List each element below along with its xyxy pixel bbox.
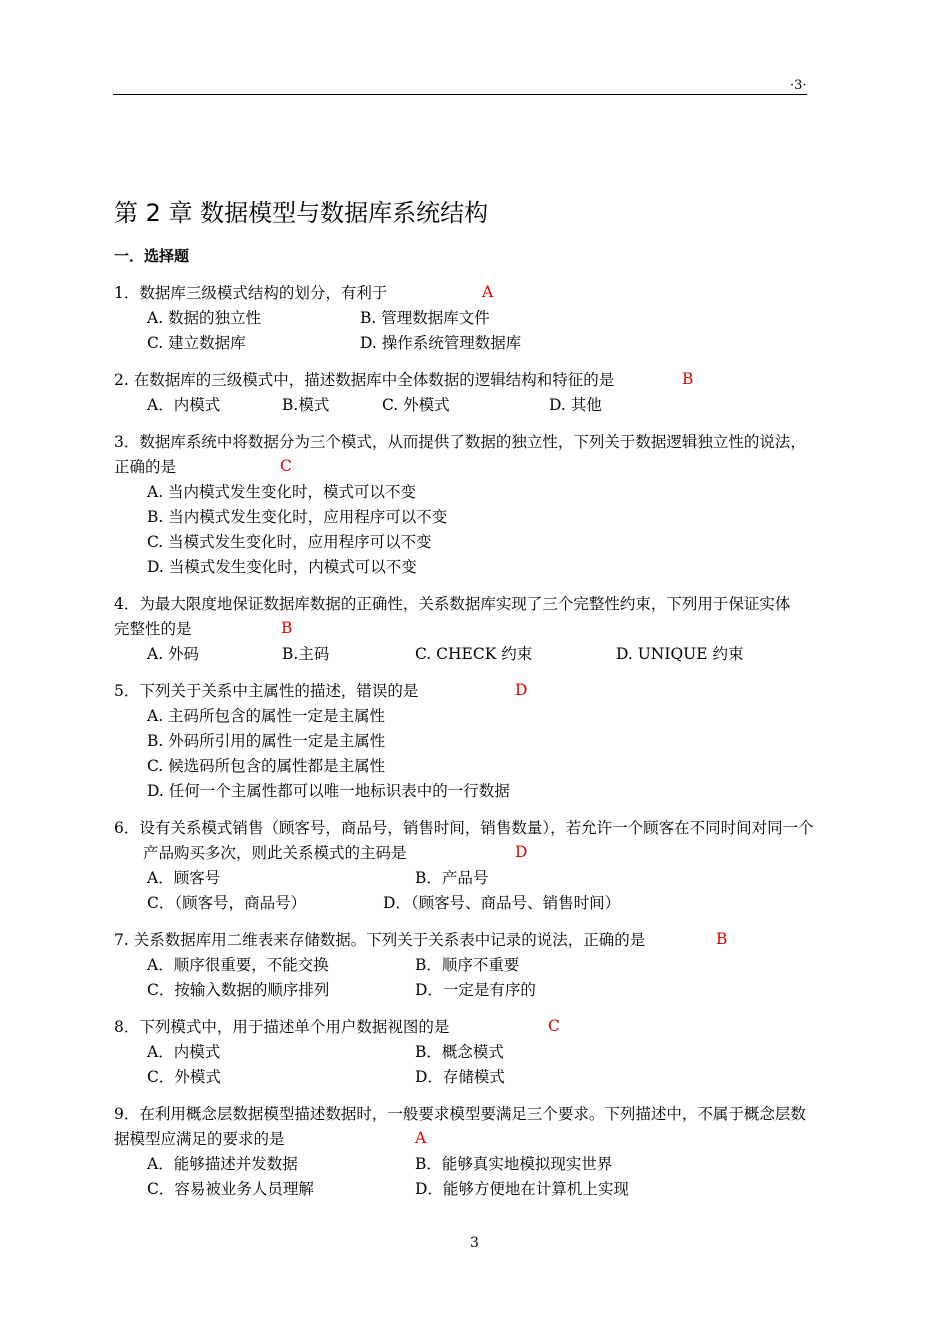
question-7-option-d: D．一定是有序的: [415, 981, 536, 999]
question-3-option-d: D. 当模式发生变化时，内模式可以不变: [147, 558, 417, 576]
question-9-option-b: B．能够真实地模拟现实世界: [415, 1155, 613, 1173]
question-5-option-c: C. 候选码所包含的属性都是主属性: [147, 757, 386, 775]
question-8-option-b: B．概念模式: [415, 1043, 504, 1061]
question-8-option-d: D．存储模式: [415, 1068, 505, 1086]
header-page-marker: ·3·: [790, 78, 807, 93]
question-3-option-c: C. 当模式发生变化时，应用程序可以不变: [147, 533, 432, 551]
question-1-stem: 1．数据库三级模式结构的划分，有利于: [114, 284, 388, 302]
section-title: 一．选择题: [114, 247, 190, 265]
question-7-answer: B: [716, 930, 728, 948]
question-9-option-d: D．能够方便地在计算机上实现: [415, 1180, 629, 1198]
question-1-option-d: D. 操作系统管理数据库: [360, 334, 522, 352]
question-9-option-a: A．能够描述并发数据: [147, 1155, 298, 1173]
question-2-option-c: C. 外模式: [382, 396, 450, 414]
question-9-stem-line-2: 据模型应满足的要求的是: [114, 1130, 285, 1148]
question-2-option-a: A．内模式: [147, 396, 221, 414]
question-7-option-a: A．顺序很重要，不能交换: [147, 956, 329, 974]
question-4-stem-line-2: 完整性的是: [114, 620, 192, 638]
question-9-stem-line-1: 9．在利用概念层数据模型描述数据时，一般要求模型要满足三个要求。下列描述中，不属于概念层数: [114, 1105, 806, 1123]
question-8-stem: 8．下列模式中，用于描述单个用户数据视图的是: [114, 1018, 450, 1036]
question-2-option-b: B.模式: [282, 396, 330, 414]
question-5-option-d: D. 任何一个主属性都可以唯一地标识表中的一行数据: [147, 782, 510, 800]
question-8-option-a: A．内模式: [147, 1043, 221, 1061]
question-3-option-b: B. 当内模式发生变化时，应用程序可以不变: [147, 508, 448, 526]
question-7-option-b: B．顺序不重要: [415, 956, 520, 974]
question-4-option-b: B.主码: [282, 645, 330, 663]
question-5-answer: D: [515, 681, 528, 699]
question-4-option-d: D. UNIQUE 约束: [616, 645, 744, 663]
question-7-option-c: C．按输入数据的顺序排列: [147, 981, 330, 999]
header-rule: [113, 94, 807, 95]
question-6-option-c: C．（顾客号，商品号）: [147, 894, 307, 912]
question-8-answer: C: [548, 1017, 560, 1035]
question-6-option-d: D．（顾客号、商品号、销售时间）: [383, 894, 621, 912]
question-8-option-c: C．外模式: [147, 1068, 221, 1086]
question-2-stem: 2. 在数据库的三级模式中，描述数据库中全体数据的逻辑结构和特征的是: [114, 371, 615, 389]
question-4-option-c: C. CHECK 约束: [415, 645, 533, 663]
question-4-stem-line-1: 4．为最大限度地保证数据库数据的正确性，关系数据库实现了三个完整性约束，下列用于保证实体: [114, 595, 791, 613]
chapter-title: 第 2 章 数据模型与数据库系统结构: [114, 199, 489, 227]
question-6-option-b: B．产品号: [415, 869, 489, 887]
question-3-option-a: A. 当内模式发生变化时，模式可以不变: [147, 483, 417, 501]
question-7-stem: 7. 关系数据库用二维表来存储数据。下列关于关系表中记录的说法，正确的是: [114, 931, 646, 949]
question-1-answer: A: [482, 283, 494, 301]
question-1-option-c: C. 建立数据库: [147, 334, 246, 352]
question-9-option-c: C．容易被业务人员理解: [147, 1180, 314, 1198]
question-5-option-a: A. 主码所包含的属性一定是主属性: [147, 707, 386, 725]
question-3-stem-line-2: 正确的是: [114, 458, 177, 476]
question-5-option-b: B. 外码所引用的属性一定是主属性: [147, 732, 386, 750]
question-6-stem-line-2: 产品购买多次，则此关系模式的主码是: [143, 844, 407, 862]
footer-page-number: 3: [470, 1235, 479, 1251]
question-4-option-a: A. 外码: [147, 645, 200, 663]
question-6-stem-line-1: 6．设有关系模式销售（顾客号，商品号，销售时间，销售数量），若允许一个顾客在不同时间对同一个: [114, 819, 814, 837]
question-4-answer: B: [281, 619, 293, 637]
question-3-stem-line-1: 3．数据库系统中将数据分为三个模式，从而提供了数据的独立性，下列关于数据逻辑独立性的说法，: [114, 433, 806, 451]
question-6-answer: D: [515, 843, 528, 861]
question-5-stem: 5．下列关于关系中主属性的描述，错误的是: [114, 682, 419, 700]
question-6-option-a: A．顾客号: [147, 869, 221, 887]
question-1-option-b: B. 管理数据库文件: [360, 309, 490, 327]
question-2-option-d: D. 其他: [549, 396, 602, 414]
question-1-option-a: A. 数据的独立性: [147, 309, 262, 327]
question-2-answer: B: [682, 370, 694, 388]
question-9-answer: A: [415, 1129, 427, 1147]
question-3-answer: C: [280, 457, 292, 475]
